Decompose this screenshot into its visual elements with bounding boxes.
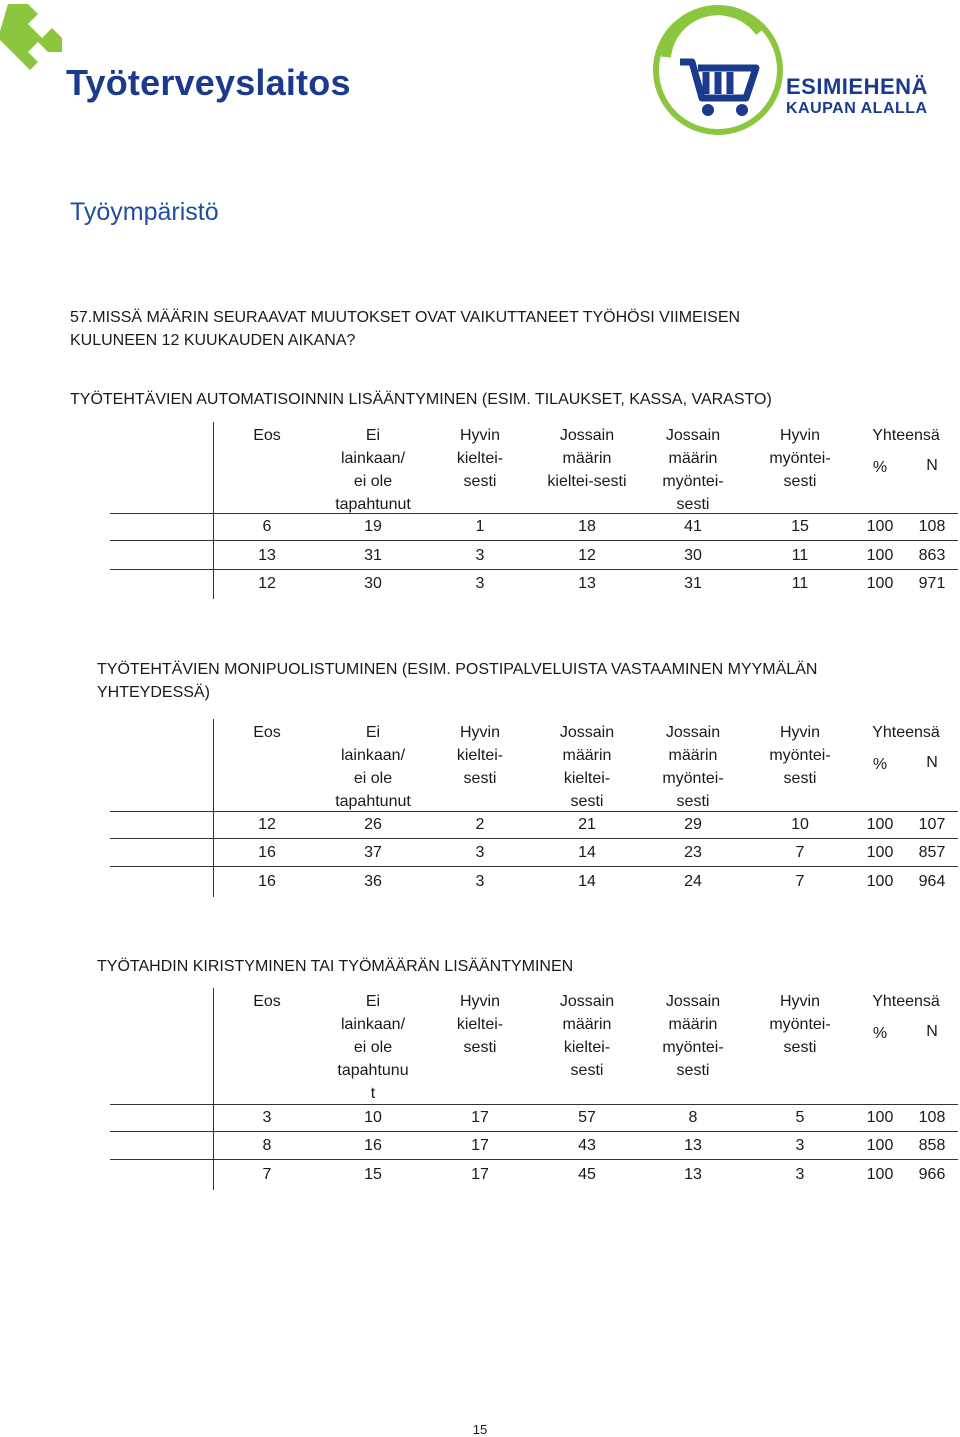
esika-tagline-1: ESIMIEHENÄ (786, 74, 928, 99)
column-header: lainkaan/ (340, 1016, 406, 1033)
table-cell: 45 (578, 1166, 596, 1183)
percent-header: % (872, 459, 888, 477)
tyoterveyslaitos-wordmark: Työterveyslaitos (66, 62, 351, 103)
column-header: myöntei- (662, 473, 724, 490)
column-header: kieltei-sesti (547, 473, 627, 490)
total-header: Yhteensä (872, 427, 940, 444)
column-header: tapahtunu (337, 1062, 409, 1079)
table-cell: 7 (795, 873, 805, 890)
column-header: t (370, 1085, 376, 1102)
table-cell: 21 (578, 816, 596, 833)
table-cell: 108 (918, 1109, 946, 1126)
column-header: määrin (668, 747, 718, 764)
column-header: Ei (365, 993, 381, 1010)
table-cell: 857 (918, 844, 946, 861)
column-header: kieltei- (563, 1039, 611, 1056)
question-line-1: 57.MISSÄ MÄÄRIN SEURAAVAT MUUTOKSET OVAT VAIKUTTANEET TYÖHÖSI VIIMEISEN (70, 309, 741, 326)
column-header: sesti (783, 770, 817, 787)
total-header: Yhteensä (872, 724, 940, 741)
column-header: Hyvin (779, 427, 820, 444)
table-cell: 17 (471, 1166, 489, 1183)
table-cell: 971 (918, 575, 946, 592)
row-divider (110, 1159, 958, 1160)
label-column-divider (213, 719, 214, 897)
table-cell: 13 (684, 1166, 702, 1183)
table-title (97, 658, 950, 704)
table-cell: 858 (918, 1137, 946, 1154)
column-header: sesti (676, 1062, 710, 1079)
column-header: Ei (365, 724, 381, 741)
column-header: Jossain (559, 724, 615, 741)
column-header: Jossain (559, 427, 615, 444)
esika-logo (650, 0, 960, 140)
table-cell: 17 (471, 1109, 489, 1126)
table-cell: 1 (475, 518, 485, 535)
table-cell: 100 (866, 547, 894, 564)
column-header: kieltei- (456, 450, 504, 467)
column-header: myöntei- (662, 1039, 724, 1056)
table-cell: 100 (866, 816, 894, 833)
table-cell: 3 (475, 873, 485, 890)
table-cell: 3 (795, 1166, 805, 1183)
table-cell: 100 (866, 873, 894, 890)
column-header: sesti (463, 770, 497, 787)
puzzle-piece-icon (0, 0, 66, 110)
table-title-line: TYÖTAHDIN KIRISTYMINEN TAI TYÖMÄÄRÄN LISÄÄNTYMINEN (97, 958, 574, 975)
column-header: kieltei- (563, 770, 611, 787)
table-cell: 57 (578, 1109, 596, 1126)
table-cell: 23 (684, 844, 702, 861)
n-header: N (926, 1022, 938, 1040)
table-cell: 100 (866, 1137, 894, 1154)
table-cell: 108 (918, 518, 946, 535)
table-cell: 31 (364, 547, 382, 564)
table-cell: 29 (684, 816, 702, 833)
table-cell: 16 (364, 1137, 382, 1154)
header-divider (110, 1104, 958, 1105)
table-cell: 2 (475, 816, 485, 833)
row-divider (110, 1131, 958, 1132)
table-cell: 15 (364, 1166, 382, 1183)
table-cell: 36 (364, 873, 382, 890)
column-header: lainkaan/ (340, 747, 406, 764)
column-header: ei ole (353, 1039, 393, 1056)
column-header: ei ole (353, 770, 393, 787)
column-header: kieltei- (456, 747, 504, 764)
column-header: määrin (668, 1016, 718, 1033)
percent-header: % (872, 1025, 888, 1043)
table-cell: 12 (258, 816, 276, 833)
column-header: lainkaan/ (340, 450, 406, 467)
row-divider (110, 866, 958, 867)
column-header: Hyvin (459, 427, 500, 444)
column-header: sesti (783, 473, 817, 490)
table-cell: 100 (866, 518, 894, 535)
table-cell: 24 (684, 873, 702, 890)
row-divider (110, 569, 958, 570)
table-cell: 17 (471, 1137, 489, 1154)
table-title (70, 388, 950, 411)
column-header: Jossain (665, 427, 721, 444)
column-header: myöntei- (769, 450, 831, 467)
column-header: ei ole (353, 473, 393, 490)
column-header: myöntei- (769, 1016, 831, 1033)
table-cell: 100 (866, 1109, 894, 1126)
table-cell: 7 (795, 844, 805, 861)
section-title: Työympäristö (70, 198, 219, 226)
column-header: kieltei- (456, 1016, 504, 1033)
column-header: Jossain (665, 724, 721, 741)
table-cell: 3 (475, 844, 485, 861)
table-cell: 3 (475, 547, 485, 564)
column-header: Jossain (559, 993, 615, 1010)
column-header: sesti (570, 793, 604, 810)
header-divider (110, 811, 958, 812)
table-cell: 16 (258, 873, 276, 890)
column-header: sesti (676, 496, 710, 513)
shopping-cart-icon (650, 2, 785, 137)
table-cell: 14 (578, 873, 596, 890)
table-cell: 8 (262, 1137, 272, 1154)
table-cell: 10 (364, 1109, 382, 1126)
column-header: Hyvin (779, 993, 820, 1010)
table-cell: 3 (475, 575, 485, 592)
table-cell: 31 (684, 575, 702, 592)
table-cell: 10 (791, 816, 809, 833)
column-header: myöntei- (662, 770, 724, 787)
table-cell: 30 (684, 547, 702, 564)
tyoterveyslaitos-logo (0, 0, 351, 110)
row-divider (110, 838, 958, 839)
table-cell: 43 (578, 1137, 596, 1154)
table-cell: 7 (262, 1166, 272, 1183)
column-header: sesti (676, 793, 710, 810)
table-cell: 966 (918, 1166, 946, 1183)
table-cell: 3 (795, 1137, 805, 1154)
table-cell: 100 (866, 844, 894, 861)
row-divider (110, 540, 958, 541)
header-divider (110, 513, 958, 514)
label-column-divider (213, 422, 214, 599)
question-text (70, 306, 870, 352)
table-cell: 13 (258, 547, 276, 564)
table-cell: 100 (866, 575, 894, 592)
column-header: Hyvin (779, 724, 820, 741)
column-header: Eos (253, 724, 281, 741)
table-cell: 100 (866, 1166, 894, 1183)
column-header: tapahtunut (335, 793, 411, 810)
table-cell: 37 (364, 844, 382, 861)
table-cell: 863 (918, 547, 946, 564)
table-title-line: YHTEYDESSÄ) (97, 684, 210, 701)
column-header: Hyvin (459, 724, 500, 741)
column-header: Eos (253, 427, 281, 444)
question-line-2: KULUNEEN 12 KUUKAUDEN AIKANA? (70, 332, 356, 349)
column-header: sesti (570, 1062, 604, 1079)
total-header: Yhteensä (872, 993, 940, 1010)
column-header: Ei (365, 427, 381, 444)
column-header: myöntei- (769, 747, 831, 764)
percent-header: % (872, 756, 888, 774)
table-cell: 964 (918, 873, 946, 890)
column-header: sesti (783, 1039, 817, 1056)
column-header: Hyvin (459, 993, 500, 1010)
table-cell: 12 (258, 575, 276, 592)
column-header: määrin (562, 450, 612, 467)
table-cell: 13 (684, 1137, 702, 1154)
page-number: 15 (472, 1422, 488, 1437)
table-cell: 11 (791, 547, 809, 564)
column-header: sesti (463, 473, 497, 490)
table-cell: 13 (578, 575, 596, 592)
column-header: sesti (463, 1039, 497, 1056)
label-column-divider (213, 988, 214, 1190)
column-header: Eos (253, 993, 281, 1010)
table-title-line: TYÖTEHTÄVIEN MONIPUOLISTUMINEN (ESIM. POSTIPALVELUISTA VASTAAMINEN MYYMÄLÄN (97, 661, 818, 678)
column-header: Jossain (665, 993, 721, 1010)
column-header: määrin (562, 747, 612, 764)
table-cell: 41 (684, 518, 702, 535)
column-header: määrin (562, 1016, 612, 1033)
table-cell: 107 (918, 816, 946, 833)
table-cell: 12 (578, 547, 596, 564)
table-cell: 15 (791, 518, 809, 535)
table-title-line: TYÖTEHTÄVIEN AUTOMATISOINNIN LISÄÄNTYMINEN (ESIM. TILAUKSET, KASSA, VARASTO) (70, 391, 772, 408)
n-header: N (926, 456, 938, 474)
table-cell: 11 (791, 575, 809, 592)
column-header: määrin (668, 450, 718, 467)
table-cell: 14 (578, 844, 596, 861)
table-cell: 8 (688, 1109, 698, 1126)
table-cell: 3 (262, 1109, 272, 1126)
esika-tagline-2: KAUPAN ALALLA (786, 100, 928, 117)
table-title (97, 955, 950, 978)
table-cell: 16 (258, 844, 276, 861)
table-cell: 18 (578, 518, 596, 535)
n-header: N (926, 753, 938, 771)
table-cell: 26 (364, 816, 382, 833)
column-header: tapahtunut (335, 496, 411, 513)
table-cell: 6 (262, 518, 272, 535)
table-cell: 5 (795, 1109, 805, 1126)
table-cell: 19 (364, 518, 382, 535)
table-cell: 30 (364, 575, 382, 592)
